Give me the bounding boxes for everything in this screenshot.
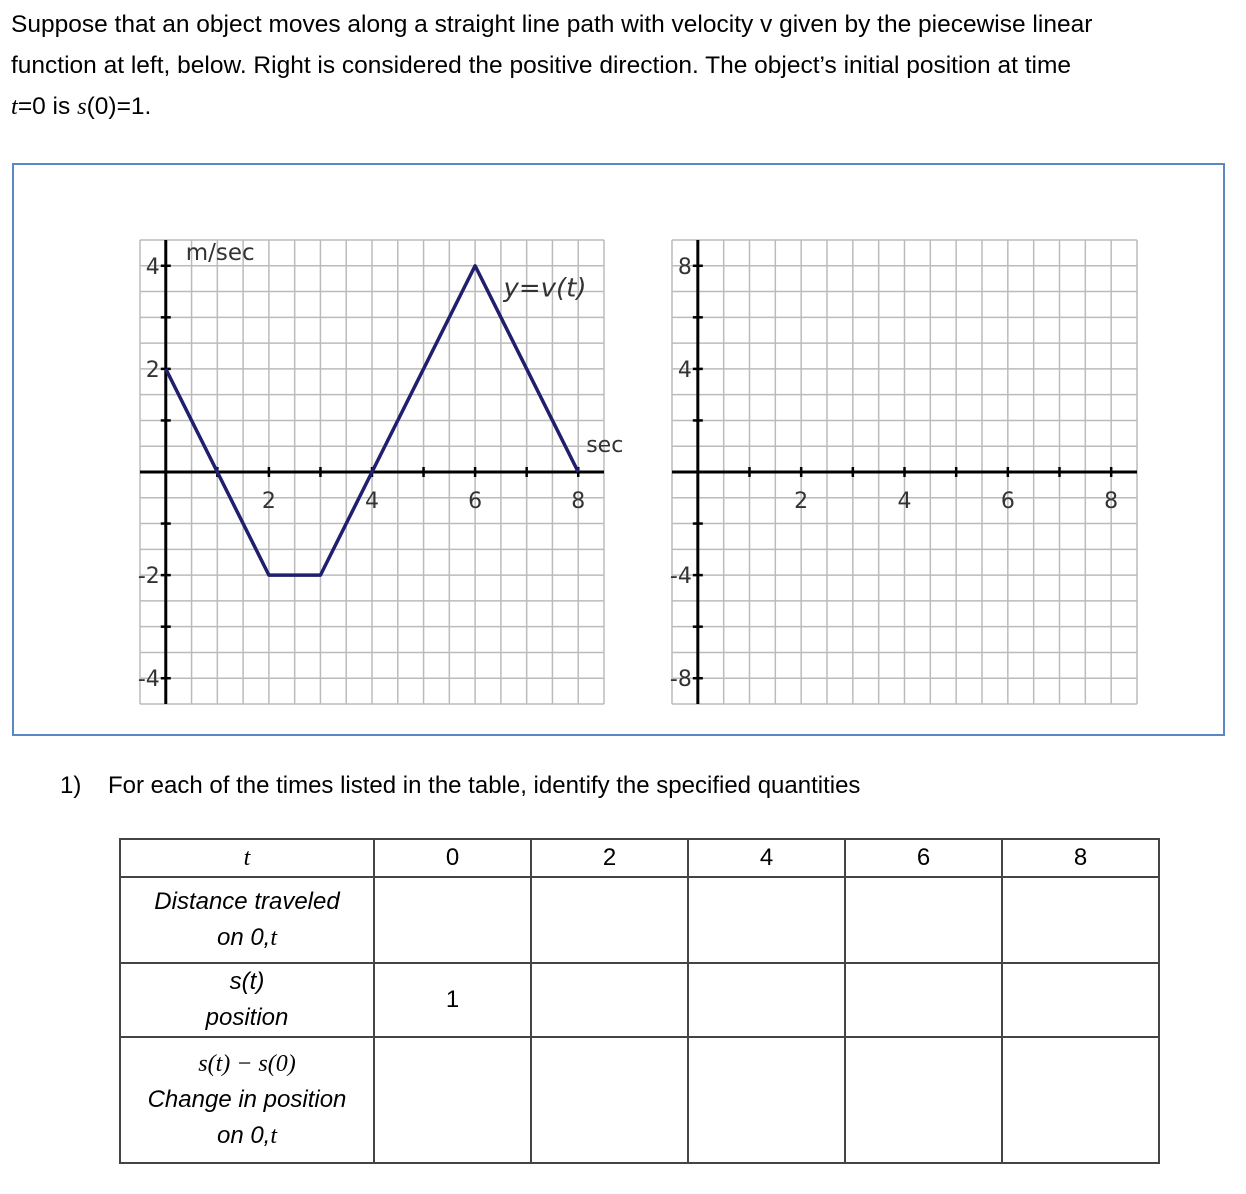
y-tick-label: -8 bbox=[669, 667, 692, 693]
answer-cell[interactable] bbox=[1002, 1037, 1159, 1163]
answer-cell[interactable] bbox=[1002, 963, 1159, 1037]
header-cell: 8 bbox=[1002, 839, 1159, 877]
graphs-frame bbox=[12, 163, 1225, 736]
graphs bbox=[14, 165, 1223, 734]
y-tick-label: 8 bbox=[677, 254, 692, 280]
table-row-position bbox=[120, 963, 1159, 1037]
x-tick-label: 2 bbox=[261, 489, 276, 514]
x-tick-label: 6 bbox=[1000, 489, 1015, 514]
row-label: Distance traveled on 0,t bbox=[120, 877, 374, 963]
y-tick-label: 4 bbox=[145, 254, 160, 280]
question-1: 1) For each of the times listed in the table, identify the specified quantities bbox=[60, 772, 861, 799]
answer-cell[interactable] bbox=[531, 877, 688, 963]
y-axis-label: m/sec bbox=[185, 240, 255, 266]
table-row-change bbox=[120, 1037, 1159, 1163]
answer-cell[interactable] bbox=[374, 877, 531, 963]
x-tick-label: 2 bbox=[794, 489, 809, 514]
intro-line-1: Suppose that an object moves along a straight line path with velocity v given by the piecewise linear bbox=[11, 11, 1093, 38]
x-tick-label: 4 bbox=[365, 489, 379, 514]
answer-cell[interactable] bbox=[531, 1037, 688, 1163]
row-label: s(t) − s(0) Change in position on 0,t bbox=[120, 1037, 374, 1163]
answer-cell[interactable] bbox=[688, 1037, 845, 1163]
y-tick-label: -2 bbox=[137, 564, 160, 590]
table-header-row bbox=[120, 839, 1159, 877]
intro-line-3: t=0 is s(0)=1. bbox=[11, 93, 152, 120]
answer-cell[interactable] bbox=[845, 1037, 1002, 1163]
answer-cell[interactable] bbox=[1002, 877, 1159, 963]
curve-label: y=v(t) bbox=[503, 273, 587, 304]
x-axis-label: sec bbox=[586, 433, 624, 458]
answer-cell[interactable] bbox=[845, 877, 1002, 963]
answer-cell[interactable] bbox=[374, 1037, 531, 1163]
x-tick-label: 6 bbox=[468, 489, 483, 514]
y-tick-label: 4 bbox=[677, 357, 692, 383]
answer-cell[interactable] bbox=[688, 877, 845, 963]
y-tick-label: -4 bbox=[137, 667, 160, 693]
answer-cell[interactable] bbox=[531, 963, 688, 1037]
answer-cell[interactable] bbox=[688, 963, 845, 1037]
table-row-distance bbox=[120, 877, 1159, 963]
answer-cell[interactable]: 1 bbox=[374, 963, 531, 1037]
row-label: s(t) position bbox=[120, 963, 374, 1037]
x-tick-label: 8 bbox=[571, 489, 586, 514]
y-tick-label: 2 bbox=[145, 357, 160, 383]
answer-cell[interactable] bbox=[845, 963, 1002, 1037]
answer-table bbox=[119, 838, 1160, 1164]
intro-line-2: function at left, below. Right is considered the positive direction. The object’s initial position at time bbox=[11, 52, 1071, 79]
x-tick-label: 4 bbox=[897, 489, 912, 514]
problem-statement bbox=[11, 4, 1236, 127]
header-cell: 4 bbox=[688, 839, 845, 877]
x-tick-label: 8 bbox=[1104, 489, 1119, 514]
header-cell: 6 bbox=[845, 839, 1002, 877]
header-t: t bbox=[120, 839, 374, 877]
header-cell: 0 bbox=[374, 839, 531, 877]
y-tick-label: -4 bbox=[669, 564, 692, 590]
header-cell: 2 bbox=[531, 839, 688, 877]
